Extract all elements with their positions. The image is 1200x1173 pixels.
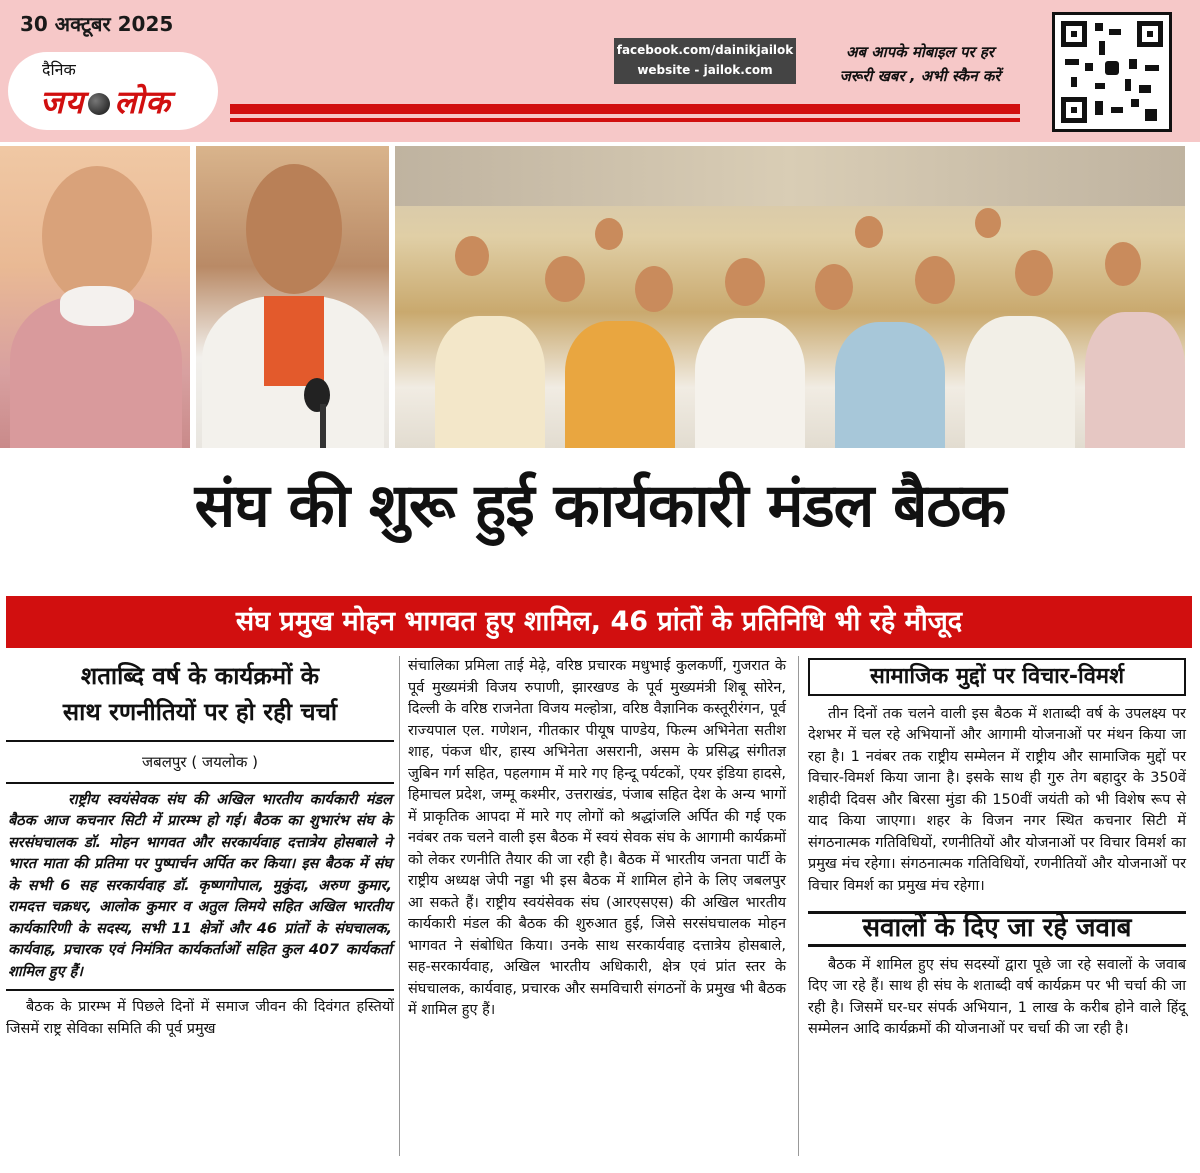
dateline: जबलपुर ( जयलोक ): [142, 753, 258, 771]
facebook-link[interactable]: facebook.com/dainikjailok: [616, 43, 794, 57]
logo-word-right: लोक: [114, 83, 171, 121]
logo-word-left: जय: [40, 83, 85, 121]
audience-body: [965, 316, 1075, 448]
column1-paragraph: बैठक के प्रारम्भ में पिछले दिनों में समाज जीवन की दिवंगत हस्तियों जिसमें राष्ट्र सेविका समिति की पूर्व प्रमुख: [6, 999, 394, 1037]
audience-head: [725, 258, 765, 306]
qr-module: [1145, 109, 1157, 121]
audience-head: [815, 264, 853, 310]
audience-head: [635, 266, 673, 312]
audience-head: [455, 236, 489, 276]
qr-module: [1145, 65, 1159, 71]
qr-module: [1095, 23, 1103, 31]
sub-headline: संघ प्रमुख मोहन भागवत हुए शामिल, 46 प्रांतों के प्रतिनिधि भी रहे मौजूद: [6, 596, 1192, 648]
audience-body: [565, 321, 675, 448]
main-headline: संघ की शुरू हुई कार्यकारी मंडल बैठक: [194, 471, 1006, 541]
audience-body: [835, 322, 945, 448]
audience-body: [435, 316, 545, 448]
saffron-sash: [264, 296, 324, 386]
heading-divider: [6, 740, 394, 742]
qr-module: [1095, 101, 1103, 115]
column3-paragraph2: बैठक में शामिल हुए संघ सदस्यों द्वारा पूछे जा रहे सवालों के जवाब दिए जा रहे हैं। साथ ही संघ के शताब्दी वर्ष कार्यक्रम पर भी चर्चा की जा रही है। जिसमें घर-घर संपर्क अभियान, 1 लाख के करीब होने वाले हिंदू सम्मेलन आदि कार्यक्रमों की योजनाओं पर चर्चा की जा रही है।: [808, 956, 1186, 1037]
audience-head: [975, 208, 1001, 238]
figure-beard: [60, 286, 134, 326]
audience-head: [915, 256, 955, 304]
qr-module: [1125, 79, 1131, 91]
qr-finder: [1137, 21, 1163, 47]
qr-module: [1131, 99, 1139, 107]
qr-finder: [1061, 97, 1087, 123]
audience-body: [1085, 312, 1185, 448]
column3-heading1: सामाजिक मुद्दों पर विचार-विमर्श: [808, 658, 1186, 696]
qr-module: [1139, 85, 1151, 93]
column1-heading-line2: साथ रणनीतियों पर हो रही चर्चा: [62, 698, 338, 726]
qr-module: [1111, 107, 1123, 113]
intro-paragraph: राष्ट्रीय स्वयंसेवक संघ की अखिल भारतीय कार्यकारी मंडल बैठक आज कचनार सिटी में प्रारम्भ हो गई। बैठक का शुभारंभ संघ के सरसंघचालक डॉ. मोहन भागवत और सरकार्यवाह दत्तात्रेय होसबाले ने भारत माता की प्रतिमा पर पुष्पार्चन अर्पित कर किया। इस बैठक में संघ के सभी 6 सह सरकार्यवाह डॉ. कृष्णगोपाल, मुकुंदा, अरुण कुमार, रामदत्त चक्रधर, आलोक कुमार व अतुल लिमये सहित अखिल भारतीय कार्यकारिणी के सदस्य, सभी 11 क्षेत्रों और 46 प्रांतों के संघचालक, कार्यवाह, प्रचारक एवं निमंत्रित कार्यकर्ताओं सहित कुल 407 कार्यकर्ता शामिल हुए हैं।: [6, 782, 394, 992]
qr-module: [1085, 63, 1093, 71]
portrait-photo-1: [0, 146, 190, 448]
qr-finder: [1061, 21, 1087, 47]
social-links: [614, 38, 796, 84]
qr-module: [1065, 59, 1079, 65]
masthead-rule-thin: [230, 118, 1020, 122]
article-column-1: [6, 656, 394, 1040]
microphone-icon: [304, 378, 330, 412]
scan-prompt-line2: जरूरी खबर , अभी स्कैन करें: [839, 67, 1001, 85]
audience-head: [1015, 250, 1053, 296]
audience-body: [695, 318, 805, 448]
qr-module: [1105, 61, 1119, 75]
figure-head: [246, 164, 342, 294]
article-column-2: [408, 656, 786, 1022]
qr-code-icon[interactable]: [1052, 12, 1172, 132]
figure-head: [42, 166, 152, 306]
globe-icon: [88, 93, 110, 115]
qr-module: [1109, 29, 1121, 35]
microphone-stand: [320, 404, 326, 448]
audience-head: [595, 218, 623, 250]
column1-heading-line1: शताब्दि वर्ष के कार्यक्रमों के: [80, 662, 320, 690]
column-divider: [399, 656, 400, 1156]
qr-module: [1071, 77, 1077, 87]
website-link[interactable]: website - jailok.com: [637, 63, 773, 77]
qr-module: [1095, 83, 1105, 89]
logo-prefix: दैनिक: [42, 60, 76, 79]
scan-prompt-line1: अब आपके मोबाइल पर हर: [846, 43, 994, 61]
meeting-audience-photo: [395, 146, 1185, 448]
qr-module: [1099, 41, 1105, 55]
masthead: [0, 0, 1200, 142]
portrait-photo-2: [196, 146, 389, 448]
masthead-rule: [230, 104, 1020, 114]
column-divider: [798, 656, 799, 1156]
audience-head: [855, 216, 883, 248]
audience-head: [1105, 242, 1141, 286]
column2-paragraph: संचालिका प्रमिला ताई मेढ़े, वरिष्ठ प्रचारक मधुभाई कुलकर्णी, गुजरात के पूर्व मुख्यमंत्री विजय रुपाणी, झारखण्ड के पूर्व मुख्यमंत्री शिबू सोरेन, दिल्ली के वरिष्ठ राजनेता विजय मल्होत्रा, वरिष्ठ वैज्ञानिक कस्तूरीरंगन, पूर्व राज्यपाल एल. गणेशन, गीतकार पीयूष पाण्डेय, फिल्म अभिनेता सतीश शाह, पंकज धीर, हास्य अभिनेता असरानी, असम के प्रसिद्ध संगीतज्ञ जुबिन गर्ग सहित, पहलगाम में मारे गए हिन्दू पर्यटकों, एयर इंडिया हादसे, हिमाचल प्रदेश, जम्मू कश्मीर, उत्तराखंड, पंजाब सहित देश के अन्य भागों में प्राकृतिक आपदा में मारे गए लोगों को श्रद्धांजलि अर्पित की गई एक नवंबर तक चलने वाली इस बैठक में स्वयं सेवक संघ के आगामी कार्यक्रमों को लेकर रणनीति तैयार की जा रही है। बैठक में भारतीय जनता पार्टी के राष्ट्रीय अध्यक्ष जेपी नड्डा भी इस बैठक में शामिल होने के लिए जबलपुर आ सकते हैं। राष्ट्रीय स्वयंसेवक संघ (आरएसएस) की अखिल भारतीय कार्यकारी मंडल की बैठक की शुरुआत हुई, जिसे सरसंघचालक मोहन भागवत ने संबोधित किया। उनके साथ सरकार्यवाह दत्तात्रेय होसबाले, सह-सरकार्यवाह, अखिल भारतीय अधिकारी, क्षेत्र एवं प्रांत स्तर के संघचालक, कार्यवाह, प्रचारक और समविचारी संगठनों के प्रमुख भी बैठक में शामिल हुए हैं।: [408, 658, 786, 1018]
scan-prompt: [820, 40, 1020, 88]
audience-head: [545, 256, 585, 302]
column1-heading: [6, 656, 394, 736]
hall-backdrop: [395, 146, 1185, 206]
issue-date: 30 अक्टूबर 2025: [20, 12, 174, 36]
newspaper-logo: [40, 80, 171, 123]
qr-module: [1129, 59, 1137, 69]
column3-paragraph1: तीन दिनों तक चलने वाली इस बैठक में शताब्दी वर्ष के उपलक्ष्य पर देशभर में चल रहे अभियानों और आगामी योजनाओं पर मंथन किया जा रहा है। 1 नवंबर तक राष्ट्रीय सम्मेलन में राष्ट्रीय और सामाजिक मुद्दों पर विचार-विमर्श किया जाना है। इसके साथ ही गुरु तेग बहादुर के 350वें शहीदी दिवस और बिरसा मुंडा की 150वीं जयंती को भी विशेष रूप से याद किया जाएगा। शहर के विजन नगर स्थित कचनार सिटी में संगठनात्मक गतिविधियों, रणनीतियों और योजनाओं पर विचार विमर्श का प्रमुख मंच रहेगा। संगठनात्मक गतिविधियों, रणनीतियों और योजनाओं पर विचार विमर्श का प्रमुख मंच रहेगा।: [808, 705, 1186, 894]
column3-heading2: सवालों के दिए जा रहे जवाब: [808, 911, 1186, 947]
article-column-3: [808, 656, 1186, 1041]
